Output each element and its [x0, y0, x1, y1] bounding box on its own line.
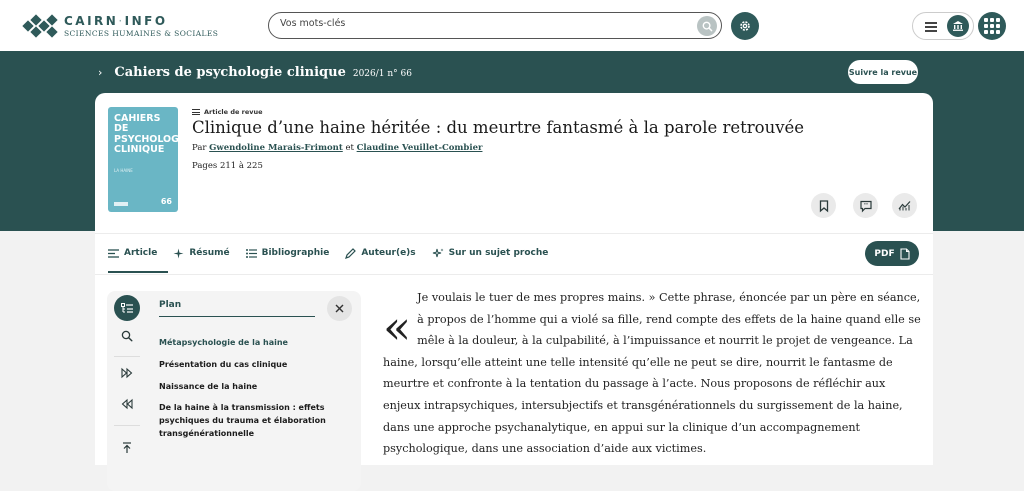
logo-subtitle: SCIENCES HUMAINES & SOCIALES: [64, 28, 219, 38]
tab-sujet-proche[interactable]: [432, 245, 549, 261]
pdf-file-icon: [900, 248, 910, 260]
article-abstract: [383, 287, 923, 460]
rail-divider: [114, 425, 140, 426]
chart-icon: [898, 200, 911, 211]
cover-publisher-logo: [114, 202, 128, 206]
institution-icon: [952, 20, 964, 32]
search-in-article-button[interactable]: [114, 323, 140, 349]
article-lines-icon: [192, 109, 200, 115]
list-icon: [246, 249, 257, 258]
close-icon: [335, 304, 344, 313]
article-title: Clinique d’une haine héritée : du meurtre fantasmé à la parole retrouvée: [192, 118, 805, 137]
abstract-text: Je voulais le tuer de mes propres mains. » Cette phrase, énoncée par un père en séance, à propos de l’homme qui a violé sa fille, rend compte des effets de la haine quand elle se mêle à la douleur, à la culpabilité, à l’impuissance et nourrit le projet de vengeance. La haine, lorsqu’elle atteint une telle intensité qu’elle ne peut se dire, nourrit le fantasme de meurtre et confronte à la tentation du passage à l’acte. Nous proposons de réfléchir aux enjeux intrapsychiques, intersubjectifs et transgénérationnels du surgissement de la haine, dans une approche psychanalytique, en appui sur la clinique d’un accompagnement psychologique, dans une association d’aide aux victimes.: [383, 291, 921, 456]
plan-panel: [107, 291, 361, 491]
tab-article[interactable]: [108, 245, 157, 261]
tab-auteurs-label: Auteur(e)s: [361, 248, 416, 258]
stats-button[interactable]: [892, 193, 917, 218]
tab-sujet-proche-label: Sur un sujet proche: [448, 248, 549, 258]
article-authors: [192, 143, 482, 153]
apps-button[interactable]: [978, 12, 1006, 40]
logo-wordmark: CAIRN·INFO: [64, 13, 168, 28]
rewind-icon: [121, 399, 133, 409]
pen-icon: [345, 248, 356, 259]
article-tabs: [108, 245, 564, 261]
content-divider: [95, 274, 933, 275]
article-type: [192, 108, 263, 116]
next-section-button[interactable]: [114, 360, 140, 386]
opening-quote-mark: «: [383, 300, 412, 354]
plan-title: Plan: [159, 300, 182, 310]
sparkle-arrows-icon: [173, 248, 184, 259]
plan-item[interactable]: Présentation du cas clinique: [159, 359, 288, 369]
search-icon: [121, 330, 133, 342]
tabs-divider: [95, 233, 933, 234]
journal-name[interactable]: Cahiers de psychologie clinique: [114, 65, 346, 80]
svg-text:": ": [865, 202, 868, 209]
plan-toggle-button[interactable]: [114, 295, 140, 321]
search-icon: [702, 21, 713, 32]
tab-resume-label: Résumé: [189, 248, 230, 258]
tab-auteurs[interactable]: [345, 245, 415, 261]
plan-item[interactable]: De la haine à la transmission : effets psychiques du trauma et élaboration transgénérationnelle: [159, 403, 326, 438]
active-tab-indicator: [108, 271, 168, 273]
tab-resume[interactable]: [173, 245, 229, 261]
institution-button[interactable]: [947, 15, 969, 37]
authors-conjunction: et: [345, 143, 354, 153]
follow-journal-button[interactable]: Suivre la revue: [848, 60, 918, 84]
chevron-right-icon[interactable]: ›: [98, 66, 103, 79]
article-type-label: Article de revue: [204, 108, 263, 116]
tab-bibliographie-label: Bibliographie: [261, 248, 330, 258]
plan-item[interactable]: Métapsychologie de la haine: [159, 338, 288, 347]
tab-bibliographie[interactable]: [246, 245, 330, 261]
cite-button[interactable]: [853, 193, 878, 218]
close-plan-button[interactable]: [327, 296, 352, 321]
gear-icon: [738, 19, 752, 33]
search-button[interactable]: [697, 16, 717, 36]
author-link-2[interactable]: Claudine Veuillet-Combier: [356, 143, 483, 153]
rail-divider: [114, 356, 140, 357]
author-link-1[interactable]: Gwendoline Marais-Frimont: [209, 143, 343, 153]
cover-subtitle: LA HAINE: [114, 167, 133, 173]
settings-button[interactable]: [731, 12, 759, 40]
tab-article-label: Article: [124, 248, 158, 258]
breadcrumb: [98, 65, 412, 80]
journal-issue: 2026/1 n° 66: [352, 69, 412, 79]
menu-icon[interactable]: [925, 22, 937, 32]
article-pages: Pages 211 à 225: [192, 161, 263, 171]
user-tools: [912, 12, 974, 40]
article-card: [95, 93, 933, 465]
cover-title: CAHIERS DE PSYCHOLOGIE CLINIQUE: [114, 113, 189, 156]
quote-bubble-icon: [860, 200, 872, 212]
scroll-top-button[interactable]: [114, 435, 140, 461]
cover-number: 66: [160, 197, 172, 206]
search-bar: [268, 12, 722, 39]
top-navigation: [0, 0, 1024, 51]
arrow-to-top-icon: [122, 442, 132, 454]
bookmark-icon: [819, 200, 829, 212]
plan-list: [159, 337, 329, 450]
svg-text:": ": [863, 202, 866, 209]
plan-item[interactable]: Naissance de la haine: [159, 381, 258, 391]
plan-title-underline: [159, 316, 315, 317]
text-lines-icon: [108, 249, 119, 258]
bookmark-button[interactable]: [811, 193, 836, 218]
pdf-label: PDF: [874, 248, 895, 259]
logo-diamonds-icon: [22, 13, 58, 39]
pdf-download-button[interactable]: [865, 241, 919, 266]
journal-cover[interactable]: [108, 107, 189, 212]
search-input[interactable]: [280, 18, 680, 29]
authors-prefix: Par: [192, 143, 207, 153]
cairn-logo[interactable]: [22, 13, 218, 39]
sparkles-icon: [432, 248, 444, 259]
previous-section-button[interactable]: [114, 391, 140, 417]
fast-forward-icon: [121, 368, 133, 378]
outline-icon: [121, 303, 133, 314]
